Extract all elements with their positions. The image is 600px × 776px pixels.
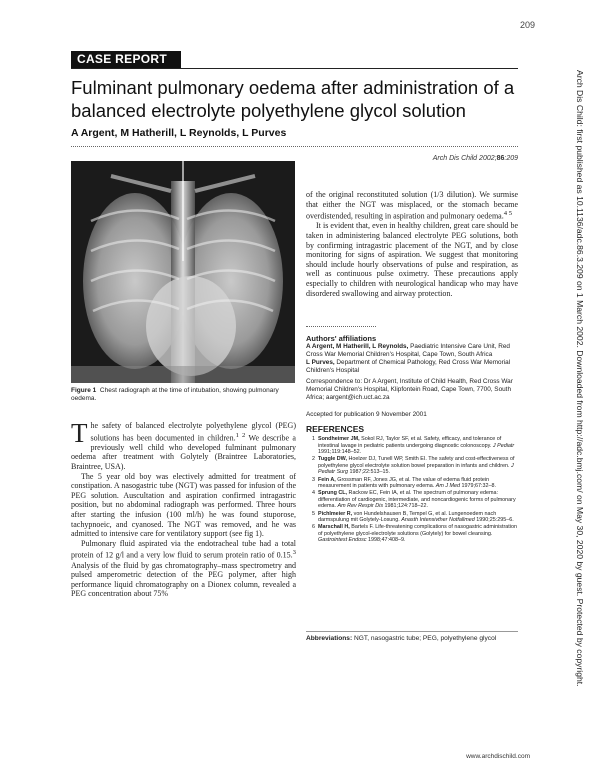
reference-list: [306, 436, 518, 545]
chest-radiograph-image: [71, 161, 295, 383]
journal-url[interactable]: www.archdischild.com: [466, 753, 530, 760]
reference-item: 3 Fein A, Grossman RF, Jones JG, et al. The value of edema fluid protein measurement in patients with pulmonary edema. Am J Med 1979;67:32–8.: [312, 476, 497, 490]
page-number: 209: [520, 20, 536, 30]
right-column-text: of the original reconstituted solution (1/3 dilution). We surmise that either the NGT was misplaced, or the stomach became overdistended, resulting in aspiration and pulmonary oedema.$^{4 5}$ It is evident that, even in healthy children, great care should be taken in administering balanced electrolyte PEG solutions, both by confirming intragastric placement of the NGT, and by close monitoring for signs of aspiration. We suggest that monitoring should include hourly observations of pulse and respiration, as well as continuous pulse oximetry. These precautions apply especially to children with neurological handicap who may have disordered swallowing and airway protection.: [306, 190, 518, 298]
reference-item: 6 Marschall H, Bartels F. Life-threatening complications of nasogastric administration of polyethylene glycol-electrolyte solutions (Golytely) for bowel cleansing. Gastrointest Endosc 1998;47:408–9.: [312, 524, 517, 544]
correspondence-text: Correspondence to: Dr A Argent, Institute of Child Health, Red Cross War Memorial Children's Hospital, Klipfontein Road, Cape Town, 7700, South Africa; aargent@ich.uct.ac.za: [306, 378, 513, 401]
author-list: A Argent, M Hatherill, L Reynolds, L Purves: [71, 127, 287, 139]
section-badge: CASE REPORT: [71, 51, 181, 68]
journal-citation: Arch Dis Child 2002;86:209: [432, 155, 518, 162]
sidebar-notice-text[interactable]: Arch Dis Child: first published as 10.1136/adc.86.3.209 on 1 March 2002. Downloaded from http://adc.bmj.com/ on May 30, 2020 by guest. Protected by copyright.: [575, 70, 585, 687]
figure-caption: Figure 1 Chest radiograph at the time of intubation, showing pulmonary oedema.: [71, 387, 279, 402]
download-notice-sidebar: [567, 70, 595, 760]
reference-item: 2 Tuggle DW, Hoelzer DJ, Tunell WP, Smith EI. The safety and cost-effectiveness of polyethylene glycol electrolyte solution bowel preparation in infants and children. J Pediatr Surg 1987;22:513–15.: [312, 456, 515, 476]
affiliations-text: A Argent, M Hatherill, L Reynolds, Paediatric Intensive Care Unit, Red Cross War Memorial Children's Hospital, Cape Town, South Africa L Purves, Department of Chemical Pathology, Red Cross War Memorial Children's Hospital: [306, 343, 511, 374]
abbreviations: Abbreviations: NGT, nasogastric tube; PEG, polyethylene glycol: [306, 631, 518, 642]
reference-item: 4 Sprung CL, Rackow EC, Fein IA, et al. The spectrum of pulmonary edema: differentiation of cardiogenic, intermediate, and noncardiogenic forms of pulmonary edema. Am Rev Respir Dis 1981;124:718–22.: [312, 490, 516, 510]
reference-item: 1 Sondheimer JM, Sokol RJ, Taylor SF, et al. Safety, efficacy, and tolerance of intestinal lavage in pediatric patients undergoing diagnostic colonoscopy. J Pediatr 1991;119:148–52.: [312, 436, 515, 456]
references-heading: REFERENCES: [306, 424, 365, 434]
title-rule: [71, 68, 518, 69]
dotted-divider: [71, 146, 518, 147]
article-title: Fulminant pulmonary oedema after administration of a balanced electrolyte polyethylene glycol solution: [71, 77, 515, 121]
left-column-text: The safety of balanced electrolyte polyethylene glycol (PEG) solutions has been documented in children.$^{1 2}$ We describe a previously well child who developed fulminant pulmonary oedema after treatment with Golytely (Braintree Laboratories, Braintree, USA). The 5 year old boy was electively admitted for treatment of constipation. A nasogastric tube (NGT) was passed for infusion of the PEG solution. Auscultation and aspiration confirmed intragastric position, but no abdominal radiograph was performed. Three hours after starting the infusion (100 ml/h) he was found stuporose, tachypnoeic, and cyanosed. The NGT was removed, and he was admitted to intensive care for ventilatory support (see fig 1). Pulmonary fluid aspirated via the endotracheal tube had a total protein of 12 g/l and a very low fluid to serum protein ratio of 0.15.$^3$ Analysis of the fluid by gas chromatography–mass spectrometry and pulsed amperometric detection of the PEG polymer, after high performance liquid chromatography on a Dionex column, revealed a PEG concentration about 75%: [71, 418, 296, 599]
affiliation-divider: [306, 326, 376, 327]
drop-cap: T: [71, 418, 88, 448]
reference-item: 5 Pichlmeier R, von Hundelshausen B, Tempel G, et al. Lungenoedem nach darmspulung mit Golytely-Losung. Anasth Intensivther Notfallmed 1990;25:295–6.: [312, 510, 514, 524]
affiliations-heading: Authors' affiliations: [306, 334, 377, 343]
accepted-date: Accepted for publication 9 November 2001: [306, 411, 427, 418]
